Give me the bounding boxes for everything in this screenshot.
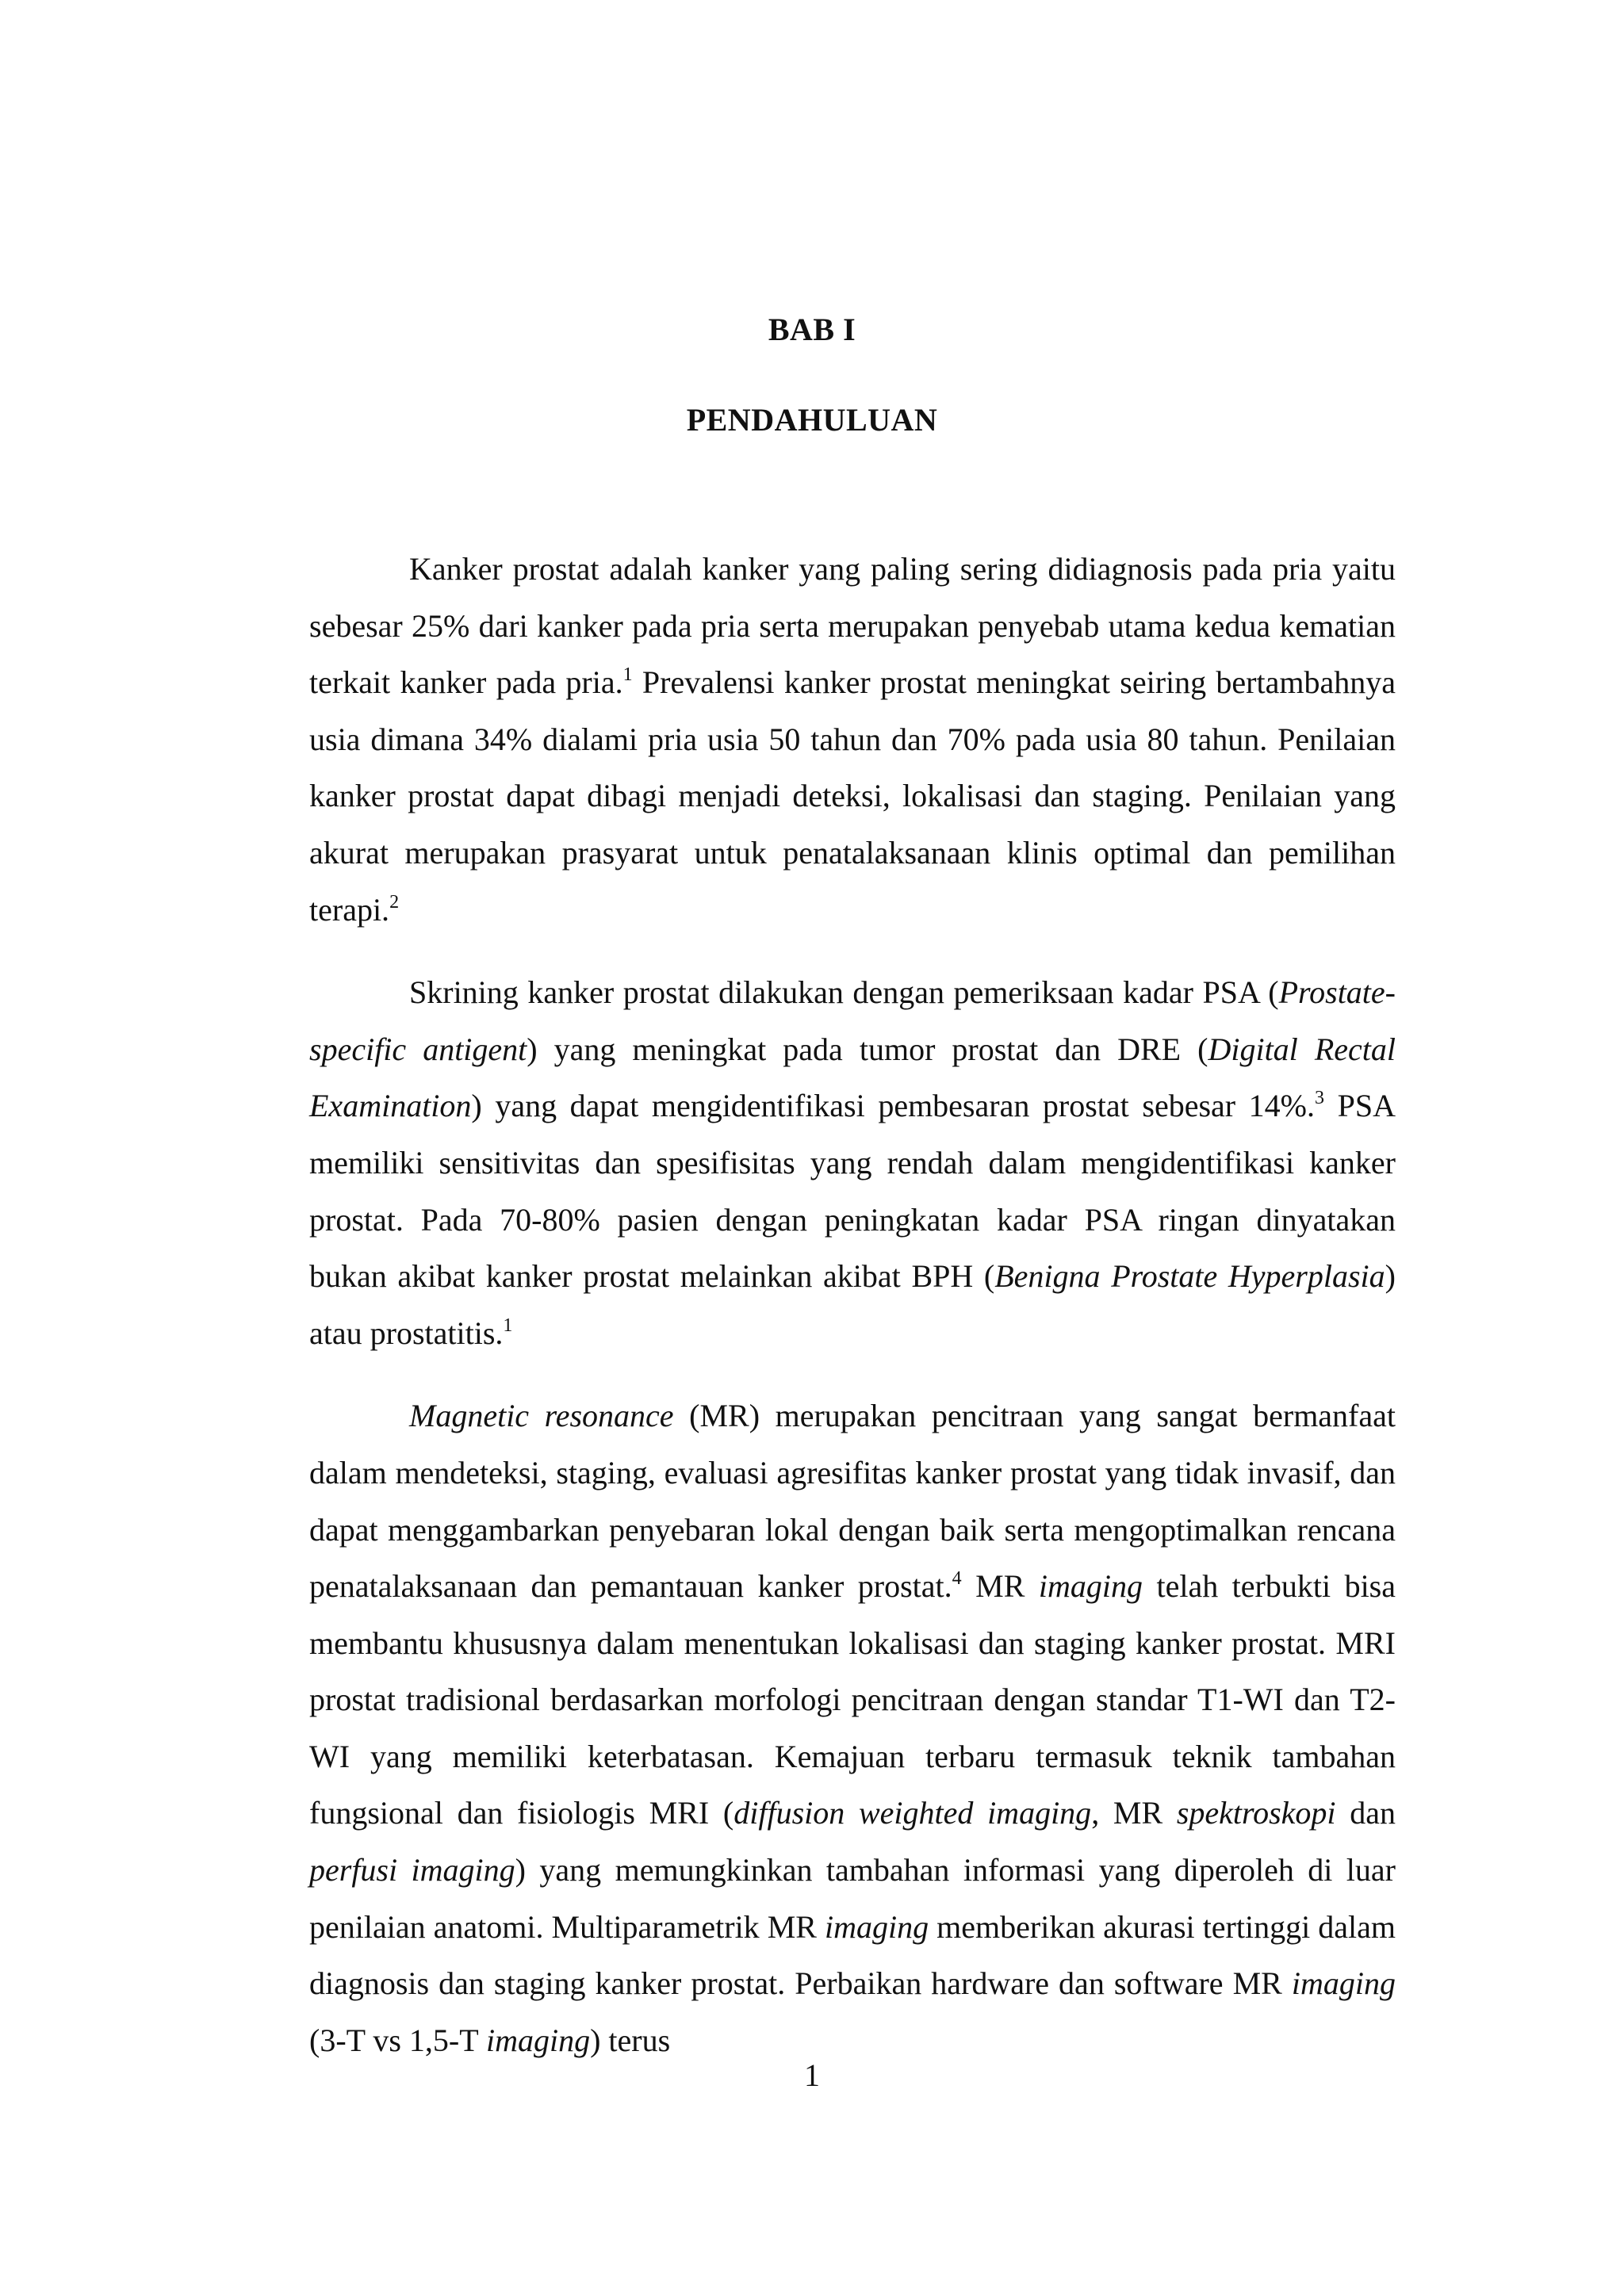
text-run: MR: [961, 1568, 1039, 1605]
text-run: ) yang meningkat pada tumor prostat dan DRE (: [527, 1031, 1208, 1067]
text-run: memberikan akurasi tertinggi dalam diagnosis dan staging kanker prostat. Perbaikan hardware dan software MR: [309, 1908, 1396, 2002]
italic-term: Digital Rectal Examination: [309, 1031, 1396, 1124]
text-run: telah terbukti bisa membantu khususnya dalam menentukan lokalisasi dan staging kanker prostat. MRI prostat tradisional berdasarkan morfologi pencitraan dengan standar T1-WI dan T2-WI yang memiliki keterbatasan. Kemajuan terbaru termasuk teknik tambahan fungsional dan fisiologis MRI (: [309, 1568, 1396, 1831]
text-run: ) atau prostatitis.: [309, 1258, 1396, 1351]
text-run: ) terus: [590, 2022, 671, 2058]
citation-superscript: 4: [952, 1568, 962, 1590]
italic-term: imaging: [825, 1908, 929, 1945]
italic-term: imaging: [1291, 1965, 1396, 2002]
paragraph-1: [309, 541, 1396, 938]
text-run: PSA memiliki sensitivitas dan spesifisitas yang rendah dalam mengidentifikasi kanker prostat. Pada 70-80% pasien dengan peningkatan kadar PSA ringan dinyatakan bukan akibat kanker prostat melainkan akibat BPH (: [309, 1088, 1396, 1295]
text-run: ) yang dapat mengidentifikasi pembesaran prostat sebesar 14%.: [471, 1088, 1316, 1124]
text-run: Kanker prostat adalah kanker yang paling sering didiagnosis pada pria yaitu sebesar 25% dari kanker pada pria serta merupakan penyebab utama kedua kematian terkait kanker pada pria.: [309, 551, 1396, 701]
chapter-title: PENDAHULUAN: [686, 402, 938, 438]
text-run: Prevalensi kanker prostat meningkat seiring bertambahnya usia dimana 34% dialami pria usia 50 tahun dan 70% pada usia 80 tahun. Penilaian kanker prostat dapat dibagi menjadi deteksi, lokalisasi dan staging. Penilaian yang akurat merupakan prasyarat untuk penatalaksanaan klinis optimal dan pemilihan terapi.: [309, 664, 1396, 928]
italic-term: imaging: [485, 2022, 591, 2058]
citation-superscript: 1: [622, 664, 633, 686]
page-number: 1: [804, 2057, 820, 2093]
italic-term: perfusi imaging: [309, 1852, 515, 1888]
body-text: [309, 541, 1396, 2095]
citation-superscript: 2: [389, 891, 400, 913]
text-run: (MR) merupakan pencitraan yang sangat bermanfaat dalam mendeteksi, staging, evaluasi agresifitas kanker prostat yang tidak invasif, dan dapat menggambarkan penyebaran lokal dengan baik serta mengoptimalkan rencana penatalaksanaan dan pemantauan kanker prostat.: [309, 1398, 1396, 1605]
text-run: dan: [1335, 1795, 1396, 1831]
paragraph-2: [309, 964, 1396, 1361]
italic-term: imaging: [1038, 1568, 1143, 1605]
italic-term: Magnetic resonance: [409, 1398, 674, 1434]
chapter-number: BAB I: [768, 312, 856, 347]
text-run: ) yang memungkinkan tambahan informasi yang diperoleh di luar penilaian anatomi. Multiparametrik MR: [309, 1852, 1396, 1945]
citation-superscript: 3: [1315, 1088, 1325, 1109]
italic-term: spektroskopi: [1176, 1795, 1336, 1831]
italic-term: Benigna Prostate Hyperplasia: [994, 1258, 1385, 1295]
italic-term: Prostate-specific antigent: [309, 974, 1396, 1067]
text-run: (3-T vs 1,5-T: [309, 2022, 486, 2058]
text-run: Skrining kanker prostat dilakukan dengan pemeriksaan kadar PSA (: [409, 974, 1279, 1011]
citation-superscript: 1: [503, 1314, 513, 1336]
italic-term: diffusion weighted imaging: [733, 1795, 1092, 1831]
paragraph-3: [309, 1387, 1396, 2068]
text-run: , MR: [1091, 1795, 1177, 1831]
